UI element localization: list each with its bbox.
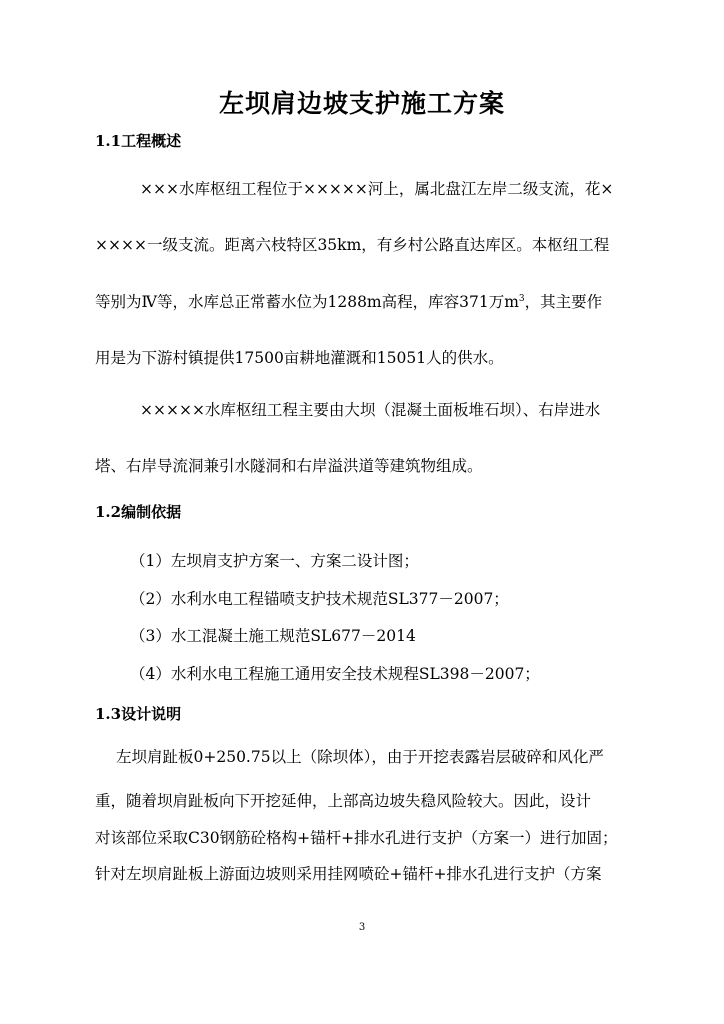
list-item: （4）水利水电工程施工通用安全技术规程SL398－2007； — [130, 665, 540, 683]
page-number: 3 — [358, 922, 366, 933]
list-item: （3）水工混凝土施工规范SL677－2014 — [130, 627, 416, 645]
paragraph-line: 用是为下游村镇提供17500亩耕地灌溉和15051人的供水。 — [95, 349, 504, 367]
paragraph-line — [95, 290, 602, 312]
paragraph-line: 针对左坝肩趾板上游面边坡则采用挂网喷砼+锚杆+排水孔进行支护（方案 — [95, 865, 602, 883]
paragraph-line: ×××水库枢纽工程位于×××××河上，属北盘江左岸二级支流，花× — [140, 180, 614, 198]
paragraph-line-text: 等别为Ⅳ等，水库总正常蓄水位为1288m高程，库容371万m — [95, 293, 519, 311]
section-heading-1-3: 1.3设计说明 — [95, 705, 182, 723]
section-heading-1-1: 1.1工程概述 — [95, 132, 182, 150]
section-heading-1-2: 1.2编制依据 — [95, 503, 182, 521]
paragraph-line: 左坝肩趾板0+250.75以上（除坝体），由于开挖表露岩层破碎和风化严 — [116, 748, 604, 766]
paragraph-line: ×××××水库枢纽工程主要由大坝（混凝土面板堆石坝）、右岸进水 — [140, 401, 601, 419]
list-item: （1）左坝肩支护方案一、方案二设计图； — [130, 552, 419, 570]
paragraph-line: 重，随着坝肩趾板向下开挖延伸，上部高边坡失稳风险较大。因此，设计 — [95, 792, 592, 810]
document-title: 左坝肩边坡支护施工方案 — [218, 89, 505, 118]
list-item: （2）水利水电工程锚喷支护技术规范SL377－2007； — [130, 590, 509, 608]
paragraph-line-tail: ，其主要作 — [524, 293, 603, 311]
paragraph-line: ××××一级支流。距离六枝特区35km，有乡村公路直达库区。本枢纽工程 — [95, 236, 610, 254]
superscript-three: 3 — [518, 293, 525, 304]
paragraph-line: 塔、右岸导流洞兼引水隧洞和右岸溢洪道等建筑物组成。 — [95, 457, 483, 475]
paragraph-line: 对该部位采取C30钢筋砼格构+锚杆+排水孔进行支护（方案一）进行加固； — [95, 829, 618, 847]
